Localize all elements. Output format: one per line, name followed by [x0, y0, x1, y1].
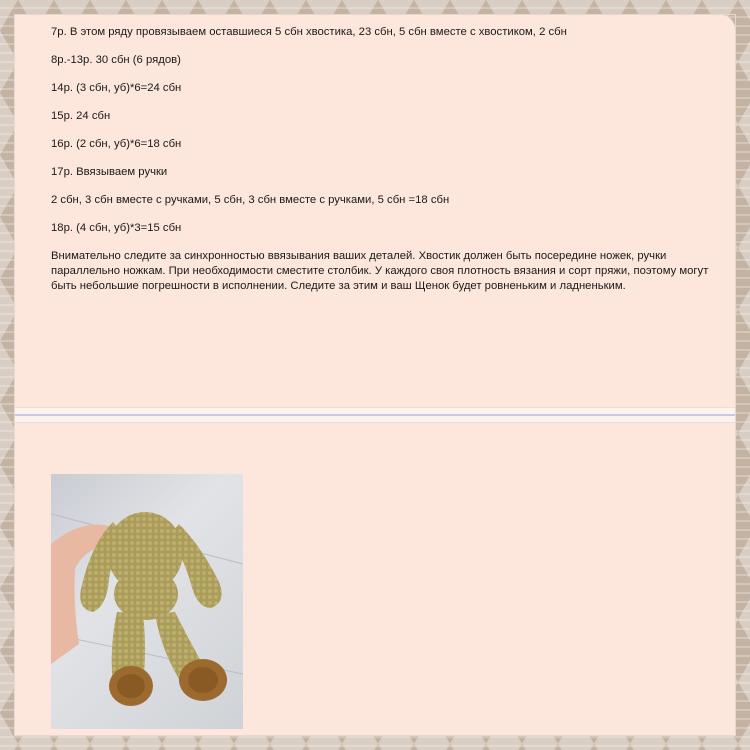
- instructions-text: [51, 25, 711, 294]
- instructions-panel: [15, 15, 735, 407]
- crochet-toy-illustration: [51, 474, 243, 729]
- photo-panel: [15, 423, 735, 735]
- left-foot-sole: [117, 674, 145, 698]
- row-16: 16р. (2 сбн, уб)*6=18 сбн: [51, 138, 182, 150]
- row-17-detail: 2 сбн, 3 сбн вместе с ручками, 5 сбн, 3 сбн вместе с ручками, 5 сбн =18 сбн: [51, 194, 450, 206]
- row-18: 18р. (4 сбн, уб)*3=15 сбн: [51, 222, 182, 234]
- toy-photo: [51, 474, 243, 729]
- instructions-note: Внимательно следите за синхронностью ввязывания ваших деталей. Хвостик должен быть посередине ножек, ручки параллельно ножкам. При необходимости сместите столбик. У каждого своя плотность вязания и сорт пряжи, поэтому могут быть небольшие погрешности в исполнении. Следите за этим и ваш Щенок будет ровненьким и ладненьким.: [51, 250, 709, 292]
- section-divider: [15, 407, 735, 423]
- toy-body: [114, 568, 178, 620]
- row-14: 14р. (3 сбн, уб)*6=24 сбн: [51, 82, 182, 94]
- row-15: 15р. 24 сбн: [51, 110, 111, 122]
- row-17: 17р. Ввязываем ручки: [51, 166, 168, 178]
- rows-8-13: 8р.-13р. 30 сбн (6 рядов): [51, 54, 181, 66]
- row-7: 7р. В этом ряду провязываем оставшиеся 5 сбн хвостика, 23 сбн, 5 сбн вместе с хвостиком, 2 сбн: [51, 26, 567, 38]
- right-foot-sole: [188, 667, 218, 693]
- page-frame: [14, 14, 736, 736]
